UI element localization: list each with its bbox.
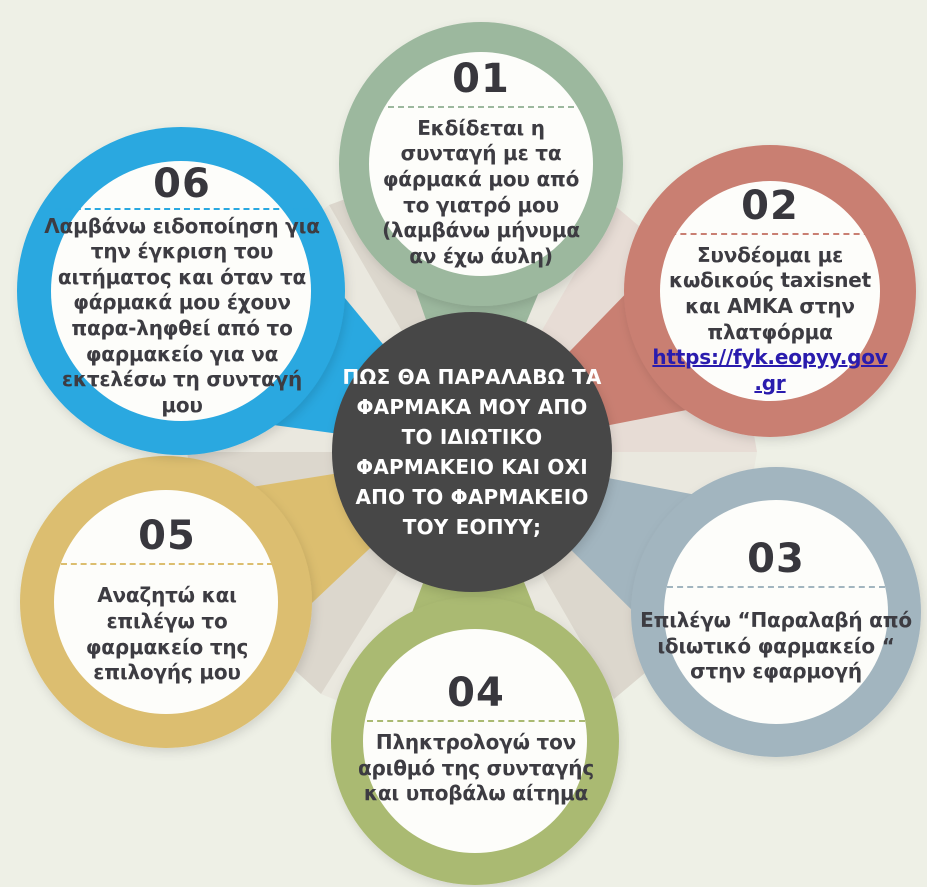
step-02-text <box>650 243 890 397</box>
step-05-number: 05 <box>138 513 196 560</box>
step-03-number: 03 <box>747 536 805 583</box>
fyk-eopyy-link[interactable]: https://fyk.eopyy.gov.gr <box>652 345 888 395</box>
step-04-number: 04 <box>447 670 505 717</box>
step-04-divider <box>367 720 586 722</box>
step-05-text: Αναζητώ και επιλέγω το φαρμακείο της επιλογής μου <box>85 583 249 685</box>
step-06-divider <box>55 208 309 210</box>
step-04-card <box>357 631 595 849</box>
step-03-text: Επιλέγω “Παραλαβή από ιδιωτικό φαρμακείο “ στην εφαρμογή <box>640 608 912 684</box>
step-05-card <box>52 492 282 710</box>
step-03-card <box>640 503 912 721</box>
step-01-text: Εκδίδεται η συνταγή με τα φάρμακά μου από το γιατρό μου (λαμβάνω μήνυμα αν έχω άυλη) <box>382 115 580 268</box>
step-02-number: 02 <box>741 182 799 229</box>
step-02-card <box>650 183 890 399</box>
step-01-divider <box>378 106 584 108</box>
step-01-card <box>369 55 593 273</box>
step-02-text-before: Συνδέομαι με κωδικούς taxisnet και ΑΜΚΑ στην πλατφόρμα <box>668 242 872 344</box>
step-06-number: 06 <box>153 160 211 207</box>
step-04-text: Πληκτρολογώ τον αριθμό της συνταγής και υποβάλω αίτημα <box>358 730 594 806</box>
step-03-divider <box>667 586 885 588</box>
step-01-number: 01 <box>452 55 510 102</box>
step-06-card <box>44 160 320 422</box>
step-06-text: Λαμβάνω ειδοποίηση για την έγκριση του αιτήματος και όταν τα φάρμακά μου έχουν παρα-ληφθεί από το φαρμακείο για να εκτελέσω τη συνταγή μου <box>44 213 320 417</box>
step-05-divider <box>61 563 273 565</box>
center-question: ΠΩΣ ΘΑ ΠΑΡΑΛΑΒΩ ΤΑ ΦΑΡΜΑΚΑ ΜΟΥ ΑΠΟ ΤΟ ΙΔΙΩΤΙΚΟ ΦΑΡΜΑΚΕΙΟ ΚΑΙ ΟΧΙ ΑΠΟ ΤΟ ΦΑΡΜΑΚΕΙΟ ΤΟΥ ΕΟΠΥΥ; <box>342 365 602 539</box>
step-02-divider <box>660 233 881 235</box>
